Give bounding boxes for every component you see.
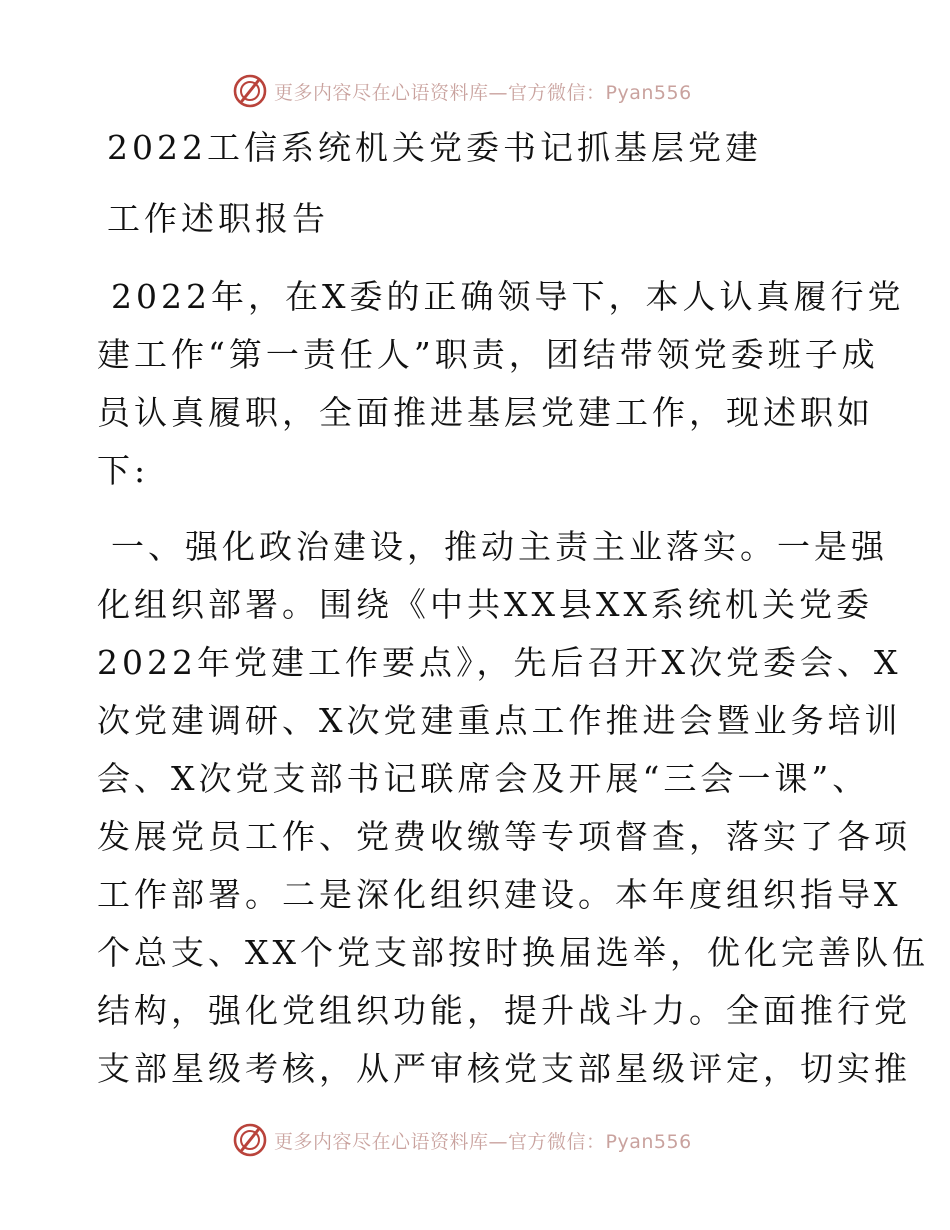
paragraph-line: 下:: [97, 451, 150, 490]
paragraph-line: 员认真履职，全面推进基层党建工作，现述职如: [97, 393, 874, 432]
document-title-line-1: 2022工信系统机关党委书记抓基层党建: [107, 128, 762, 167]
footer-banner-text: 更多内容尽在心语资料库—官方微信：Pyan556: [274, 1130, 692, 1153]
paragraph-line: 发展党员工作、党费收缴等专项督查，落实了各项: [97, 817, 911, 856]
brand-logo-icon: [232, 73, 268, 109]
paragraph-line: 工作部署。二是深化组织建设。本年度组织指导X: [97, 875, 902, 914]
paragraph-line: 个总支、XX个党支部按时换届选举，优化完善队伍: [97, 933, 929, 972]
paragraph-line: 会、X次党支部书记联席会及开展“三会一课”、: [97, 759, 870, 798]
paragraph-line: 结构，强化党组织功能，提升战斗力。全面推行党: [97, 991, 911, 1030]
paragraph-line: 建工作“第一责任人”职责，团结带领党委班子成: [97, 335, 879, 374]
paragraph-line: 2022年，在X委的正确领导下，本人认真履行党: [111, 277, 905, 316]
header-banner-text: 更多内容尽在心语资料库—官方微信：Pyan556: [274, 81, 692, 104]
paragraph-line: 化组织部署。围绕《中共XX县XX系统机关党委: [97, 585, 873, 624]
brand-logo-icon: [232, 1122, 268, 1158]
footer-banner: [232, 1120, 692, 1160]
document-title-line-2: 工作述职报告: [107, 199, 329, 238]
paragraph-line: 支部星级考核，从严审核党支部星级评定，切实推: [97, 1049, 911, 1088]
paragraph-line: 次党建调研、X次党建重点工作推进会暨业务培训: [97, 701, 902, 740]
paragraph-line: 一、强化政治建设，推动主责主业落实。一是强: [111, 527, 888, 566]
paragraph-line: 2022年党建工作要点》，先后召开X次党委会、X: [97, 643, 902, 682]
header-banner: [232, 71, 692, 111]
